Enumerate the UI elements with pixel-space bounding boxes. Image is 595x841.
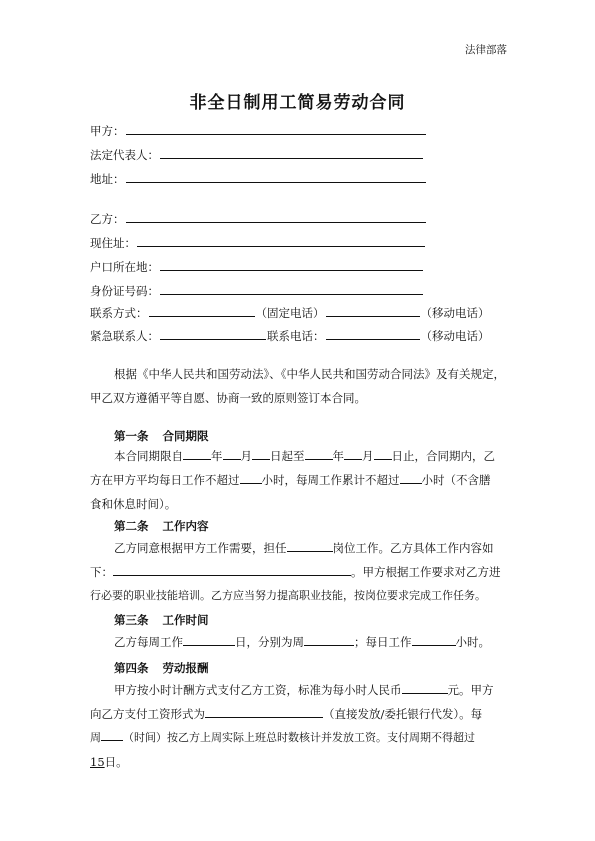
article-4-num: 第四条 (114, 661, 149, 675)
article-1-name: 合同期限 (162, 429, 209, 443)
header-tag: 法律部落 (465, 44, 507, 56)
party-a-label: 甲方： (90, 124, 125, 138)
emergency-mobile-blank[interactable] (326, 327, 420, 340)
intro-paragraph (90, 362, 506, 410)
address-row (90, 170, 427, 187)
article-4-line-2 (90, 702, 506, 726)
legal-rep-label: 法定代表人： (90, 148, 159, 162)
a4-t6: （时间）按乙方上周实际上班总时数核计并发放工资。支付周期不得超过 (123, 731, 475, 744)
a1-t11: 食和休息时间）。 (90, 497, 177, 511)
article-2-line-2 (90, 560, 506, 584)
intro-line-1: 根据《中华人民共和国劳动法》、《中华人民共和国劳动合同法》及有关规定， (114, 367, 505, 381)
article-1-num: 第一条 (114, 429, 149, 443)
a4-t5: 周 (90, 731, 101, 744)
a3-t1: 乙方每周工作 (114, 635, 183, 649)
legal-rep-row (90, 146, 424, 163)
a1-t5: 年 (332, 449, 344, 463)
party-b-label: 乙方： (90, 212, 125, 226)
article-4-name: 劳动报酬 (162, 661, 209, 675)
emergency-blank[interactable] (160, 327, 266, 340)
id-number-blank[interactable] (160, 282, 423, 295)
article-1-line-2 (90, 468, 506, 492)
start-month-blank[interactable] (223, 447, 241, 460)
contact-row (90, 304, 490, 321)
article-3-line-1 (90, 630, 506, 654)
pay-day-blank[interactable] (101, 728, 123, 741)
a4-t2: 元。甲方 (447, 683, 494, 697)
article-4-line-3 (90, 726, 506, 750)
party-b-blank[interactable] (126, 210, 426, 223)
article-3-heading (114, 612, 209, 628)
a1-t10: 小时（不含膳 (421, 473, 491, 487)
pay-cycle-days: 15 (90, 755, 105, 769)
id-number-label: 身份证号码： (90, 284, 159, 298)
a2-t1: 乙方同意根据甲方工作需要，担任 (114, 541, 287, 555)
hourly-wage-blank[interactable] (402, 681, 448, 694)
payment-form-blank[interactable] (205, 705, 323, 718)
a4-t4: （直接发放/委托银行代发）。每 (323, 707, 483, 721)
hukou-blank[interactable] (160, 258, 423, 271)
a1-t7: 日止，合同期内，乙 (391, 449, 495, 463)
work-days-blank[interactable] (183, 633, 235, 646)
a1-t3: 月 (240, 449, 252, 463)
work-weekdays-blank[interactable] (304, 633, 354, 646)
article-2-num: 第二条 (114, 519, 149, 533)
article-2-heading (114, 518, 209, 534)
article-1-line-1 (90, 444, 506, 468)
a4-t1: 甲方按小时计酬方式支付乙方工资，标准为每小时人民币 (114, 683, 402, 697)
weekly-hours-blank[interactable] (400, 471, 422, 484)
id-number-row (90, 282, 424, 299)
current-address-label: 现住址： (90, 236, 136, 250)
a1-t2: 年 (211, 449, 223, 463)
article-1-body (90, 444, 506, 516)
article-3-name: 工作时间 (162, 613, 209, 627)
end-day-blank[interactable] (374, 447, 392, 460)
article-1-heading (114, 428, 209, 444)
mobile-phone-blank[interactable] (326, 304, 420, 317)
a3-t2: 日，分别为周 (235, 635, 304, 649)
end-month-blank[interactable] (344, 447, 362, 460)
emergency-row (90, 327, 490, 344)
contact-label: 联系方式： (90, 306, 148, 320)
a4-t8: 日。 (104, 755, 128, 769)
article-4-line-1 (90, 678, 506, 702)
a1-t9: 小时，每周工作累计不超过 (261, 473, 400, 487)
start-day-blank[interactable] (252, 447, 270, 460)
article-4-body (90, 678, 506, 774)
a1-t8: 方在甲方平均每日工作不超过 (90, 473, 240, 487)
a4-t3: 向乙方支付工资形式为 (90, 707, 205, 721)
current-address-row (90, 234, 426, 251)
mobile-phone2-label: （移动电话） (420, 329, 490, 343)
fixed-phone-label: （固定电话） (255, 306, 325, 320)
party-a-blank[interactable] (126, 122, 426, 135)
a3-t4: 小时。 (455, 635, 490, 649)
a2-t4: 。甲方根据工作要求对乙方进 (351, 565, 501, 579)
hukou-label: 户口所在地： (90, 260, 159, 274)
position-blank[interactable] (287, 539, 333, 552)
a1-t6: 月 (362, 449, 374, 463)
article-4-heading (114, 660, 209, 676)
article-4-line-4 (90, 750, 506, 774)
a2-t5: 行必要的职业技能培训。乙方应当努力提高职业技能，按岗位要求完成工作任务。 (90, 589, 486, 602)
intro-line-2: 甲乙双方遵循平等自愿、协商一致的原则签订本合同。 (90, 391, 366, 405)
article-3-num: 第三条 (114, 613, 149, 627)
daily-hours-blank[interactable] (240, 471, 262, 484)
emergency-label: 紧急联系人： (90, 329, 159, 343)
end-year-blank[interactable] (305, 447, 333, 460)
address-label: 地址： (90, 172, 125, 186)
party-b-row (90, 210, 427, 227)
article-3-body (90, 630, 506, 654)
start-year-blank[interactable] (183, 447, 211, 460)
article-2-name: 工作内容 (162, 519, 209, 533)
a2-t2: 岗位工作。乙方具体工作内容如 (332, 541, 494, 555)
fixed-phone-blank[interactable] (149, 304, 255, 317)
work-hours-blank[interactable] (412, 633, 456, 646)
party-a-row (90, 122, 427, 139)
contact-phone-label: 联系电话： (267, 329, 325, 343)
current-address-blank[interactable] (137, 234, 425, 247)
a1-t1: 本合同期限自 (114, 449, 183, 463)
article-2-line-1 (90, 536, 506, 560)
a3-t3: ；每日工作 (354, 635, 412, 649)
a2-t3: 下： (90, 565, 113, 579)
legal-rep-blank[interactable] (160, 146, 423, 159)
hukou-row (90, 258, 424, 275)
address-blank[interactable] (126, 170, 426, 183)
mobile-phone-label: （移动电话） (420, 306, 490, 320)
job-content-blank[interactable] (113, 563, 351, 576)
page-title: 非全日制用工简易劳动合同 (189, 93, 406, 113)
a1-t4: 日起至 (270, 449, 305, 463)
article-2-body (90, 536, 506, 608)
